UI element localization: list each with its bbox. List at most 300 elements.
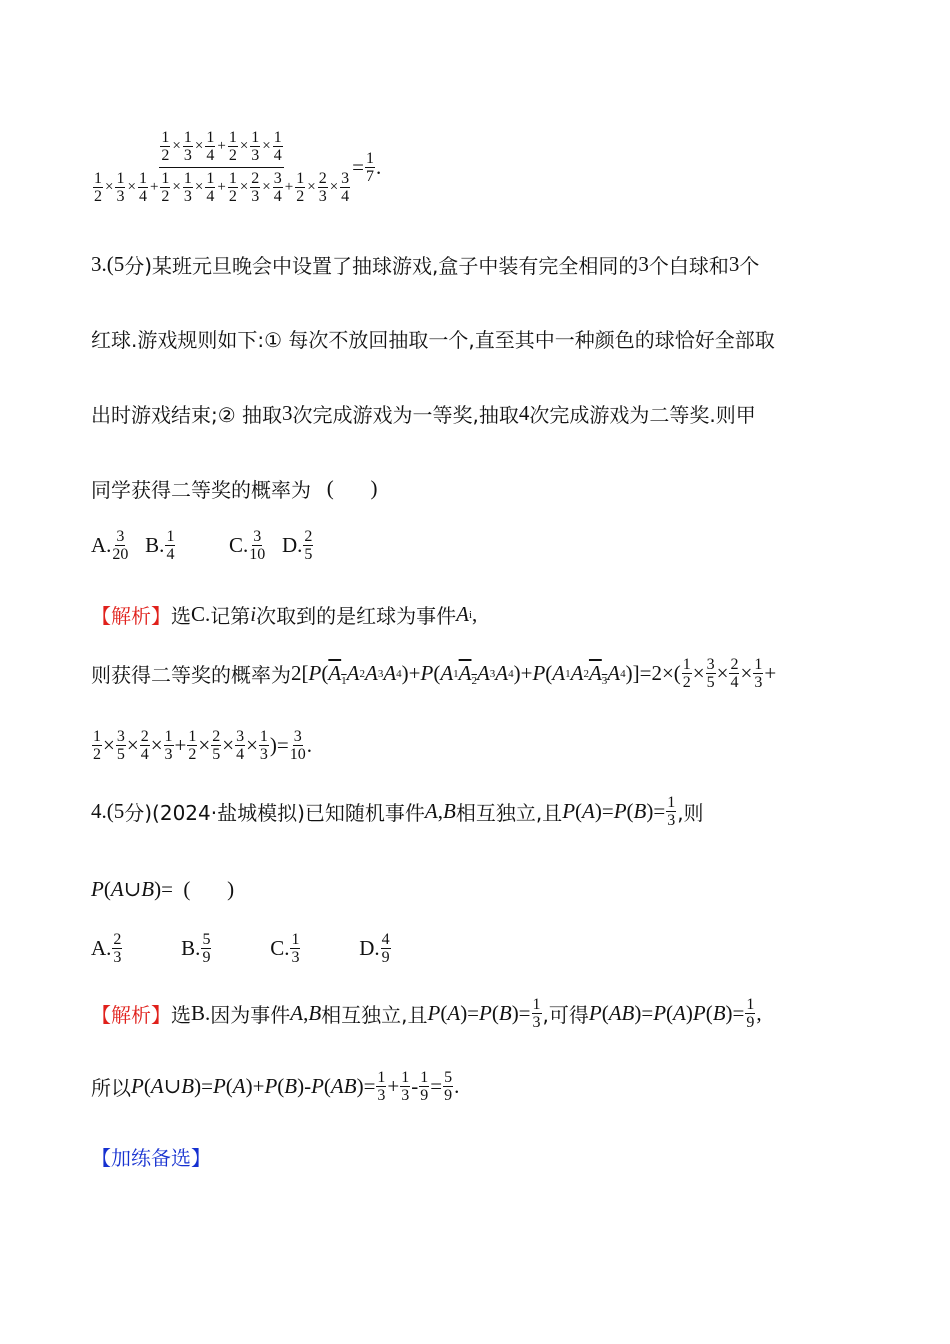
math-text: )= xyxy=(356,1074,376,1098)
operator: + xyxy=(149,179,159,195)
math-text: , xyxy=(303,1001,309,1025)
math-variable: P xyxy=(692,1001,706,1025)
numerator: 1 xyxy=(366,149,374,167)
math-variable: B xyxy=(181,1074,195,1098)
math-text: ( xyxy=(440,1001,448,1025)
math-variable: A xyxy=(440,661,454,685)
text: 出时游戏结束;② 抽取 xyxy=(91,403,283,427)
numerator: 3 xyxy=(253,528,262,545)
math-variable: A xyxy=(110,877,124,901)
numerator: 1 xyxy=(183,129,192,146)
math-text: + xyxy=(174,733,187,757)
math-text: × xyxy=(692,661,705,685)
math-variable: P xyxy=(532,661,546,685)
fraction xyxy=(112,528,128,563)
math-text: 2[ xyxy=(291,661,309,685)
math-text: D. xyxy=(266,533,303,557)
analysis-label: 【解析】 xyxy=(91,1003,171,1027)
denominator: 2 xyxy=(94,188,102,205)
denominator: 3 xyxy=(377,1087,386,1104)
denominator: 3 xyxy=(667,812,676,829)
math-text: )- xyxy=(297,1074,312,1098)
numerator: 1 xyxy=(166,528,175,545)
subscript: 2 xyxy=(471,674,477,687)
numerator: 5 xyxy=(444,1069,453,1086)
operator: × xyxy=(194,179,204,195)
complement-event xyxy=(459,661,477,687)
math-variable: B xyxy=(498,1001,512,1025)
math-variable: A xyxy=(607,661,621,685)
denominator: 9 xyxy=(420,1087,429,1104)
fraction xyxy=(164,728,174,763)
operator: + xyxy=(284,179,294,195)
math-variable: P xyxy=(588,1001,602,1025)
denominator: 10 xyxy=(249,546,266,563)
math-text: )]=2×( xyxy=(625,661,681,685)
math-text: )+ xyxy=(401,661,421,685)
answer-3-line-2 xyxy=(91,656,776,691)
fraction xyxy=(753,656,763,691)
fraction xyxy=(235,728,245,763)
numerator: 1 xyxy=(401,1069,410,1086)
math-variable: A xyxy=(364,661,378,685)
numerator: 3 xyxy=(236,728,245,745)
denominator: 9 xyxy=(746,1014,755,1031)
math-text: . xyxy=(306,733,312,757)
denominator: 3 xyxy=(291,949,300,966)
fraction xyxy=(205,129,215,164)
question-4-line-2 xyxy=(91,877,234,902)
math-text: ( xyxy=(575,799,583,823)
fraction xyxy=(729,656,739,691)
math-variable: B xyxy=(141,877,155,901)
math-text: ∪ xyxy=(123,877,142,901)
operator: × xyxy=(172,179,181,195)
numerator: 5 xyxy=(202,931,211,948)
denominator: 4 xyxy=(138,188,147,205)
math-variable: A xyxy=(383,661,397,685)
math-text: 3 xyxy=(728,252,740,276)
text: 分)某班元旦晚会中设置了抽球游戏,盒子中装有完全相同的 xyxy=(124,254,639,278)
numerator: 1 xyxy=(746,996,755,1013)
math-text: ( xyxy=(666,1001,674,1025)
text: 次取到的是红球为事件 xyxy=(256,604,457,628)
math-variable: A xyxy=(570,661,584,685)
numerator: 1 xyxy=(228,129,237,146)
operator: × xyxy=(329,179,339,195)
math-variable: P xyxy=(131,1074,144,1098)
math-variable: P xyxy=(91,877,104,901)
math-text: )= xyxy=(646,799,666,823)
fraction xyxy=(115,170,125,205)
numerator: 1 xyxy=(206,170,215,187)
denominator: 2 xyxy=(682,674,691,691)
numerator: 1 xyxy=(532,996,541,1013)
math-variable: P xyxy=(613,799,627,823)
math-text: , xyxy=(472,602,478,626)
text: 红球.游戏规则如下:① 每次不放回抽取一个,直至其中一种颜色的球恰好全部取 xyxy=(91,328,775,352)
numerator: 3 xyxy=(116,728,125,745)
answer-3-line-1 xyxy=(91,600,477,629)
subscript: 1 xyxy=(341,674,347,687)
numerator: 1 xyxy=(377,1069,386,1086)
math-variable: $\overline{A}$ xyxy=(588,660,602,685)
fraction xyxy=(116,728,126,763)
math-variable: A xyxy=(447,1001,461,1025)
numerator: 1 xyxy=(164,728,173,745)
fraction xyxy=(228,170,238,205)
fraction xyxy=(706,656,716,691)
math-variable: A xyxy=(232,1074,246,1098)
denominator: 9 xyxy=(444,1087,453,1104)
math-variable: A xyxy=(456,602,469,626)
math-variable: $\overline{A}$ xyxy=(458,660,472,685)
numerator: 1 xyxy=(94,170,102,187)
numerator: 1 xyxy=(206,129,215,146)
denominator: 3 xyxy=(116,188,125,205)
math-text: A. xyxy=(91,533,112,557)
math-text: . xyxy=(454,1074,460,1098)
math-text: × xyxy=(103,733,115,757)
numerator: 2 xyxy=(140,728,149,745)
denominator: 20 xyxy=(112,546,129,563)
math-text: 4 xyxy=(518,401,530,425)
denominator: 2 xyxy=(296,188,305,205)
text: ,可得 xyxy=(542,1003,589,1027)
fraction xyxy=(295,170,305,205)
numerator: 1 xyxy=(296,170,305,187)
denominator: 3 xyxy=(259,746,268,763)
fraction xyxy=(160,129,170,164)
fraction xyxy=(273,129,283,164)
question-3-line-1 xyxy=(91,250,759,279)
math-text: = xyxy=(430,1074,443,1098)
denominator: 2 xyxy=(228,147,237,164)
denominator: 7 xyxy=(366,167,374,185)
math-variable: P xyxy=(308,661,322,685)
text: 所以 xyxy=(91,1076,131,1100)
question-3-line-4 xyxy=(91,474,378,503)
denominator: 3 xyxy=(754,674,763,691)
subscript: 4 xyxy=(396,667,402,680)
math-variable: A xyxy=(424,799,438,823)
numerator: 1 xyxy=(682,656,691,673)
math-text: ( xyxy=(323,1074,331,1098)
denominator: 3 xyxy=(164,746,173,763)
denominator: 4 xyxy=(273,188,282,205)
operator: × xyxy=(262,179,271,195)
numerator: 2 xyxy=(318,170,327,187)
complement-event xyxy=(328,661,346,687)
numerator: 1 xyxy=(228,170,237,187)
math-text: + xyxy=(387,1074,400,1098)
denominator: 9 xyxy=(381,949,390,966)
text: 相互独立,且 xyxy=(455,801,563,825)
math-text: C. xyxy=(212,936,290,960)
math-text: )= xyxy=(269,733,289,757)
fraction xyxy=(183,170,193,205)
numerator: 1 xyxy=(93,728,101,745)
math-variable: i xyxy=(250,602,257,626)
subscript: 4 xyxy=(620,667,626,680)
fraction xyxy=(365,150,375,185)
numerator: 1 xyxy=(188,728,197,745)
math-text: )= xyxy=(594,799,614,823)
fraction xyxy=(303,528,313,563)
math-variable: A xyxy=(673,1001,686,1025)
fraction xyxy=(318,170,328,205)
math-text: ( xyxy=(433,661,441,685)
text: 选 xyxy=(171,1003,191,1027)
text: 分)(2024·盐城模拟)已知随机事件 xyxy=(124,801,425,825)
fraction xyxy=(165,528,175,563)
denominator: 3 xyxy=(251,188,260,205)
denominator: 2 xyxy=(93,746,101,763)
question-4-line-1 xyxy=(91,794,704,829)
math-text: , xyxy=(756,1001,762,1025)
math-text: ( xyxy=(601,1001,609,1025)
text: 则获得二等奖的概率为 xyxy=(91,663,291,687)
answer-4-line-2 xyxy=(91,1069,459,1104)
text: 个 xyxy=(739,254,760,278)
text: 因为事件 xyxy=(210,1003,291,1027)
text: 个白球和 xyxy=(648,254,729,278)
math-text: × xyxy=(716,661,729,685)
math-text: )= xyxy=(725,1001,745,1025)
fraction xyxy=(187,728,197,763)
fraction xyxy=(400,1069,410,1104)
math-text: × xyxy=(222,733,235,757)
math-text: ( xyxy=(626,799,634,823)
numerator: 1 xyxy=(183,170,192,187)
question-3-line-3 xyxy=(91,399,756,428)
math-variable: A xyxy=(150,1074,164,1098)
denominator: 3 xyxy=(183,147,192,164)
math-variable: P xyxy=(427,1001,441,1025)
math-variable: A xyxy=(346,661,360,685)
operator: × xyxy=(239,138,249,154)
numerator: 1 xyxy=(420,1069,429,1086)
operator: + xyxy=(217,179,226,195)
operator: × xyxy=(307,179,316,195)
section-heading: 【加练备选】 xyxy=(91,1146,211,1170)
math-variable: A xyxy=(476,661,490,685)
math-variable: B xyxy=(712,1001,726,1025)
numerator: 2 xyxy=(730,656,739,673)
answer-3-line-3 xyxy=(91,728,312,763)
fraction xyxy=(340,170,350,205)
math-variable: P xyxy=(479,1001,492,1025)
math-text: D. xyxy=(301,936,380,960)
math-text: ( xyxy=(321,661,329,685)
math-text: × xyxy=(740,661,753,685)
analysis-label: 【解析】 xyxy=(91,604,171,628)
subscript: 3 xyxy=(377,667,384,680)
extra-practice-heading xyxy=(91,1142,211,1171)
numerator: 1 xyxy=(251,129,260,146)
math-variable: P xyxy=(212,1074,226,1098)
fraction xyxy=(160,170,170,205)
math-text: ( xyxy=(705,1001,713,1025)
denominator: 2 xyxy=(161,147,170,164)
math-variable: A xyxy=(290,1001,304,1025)
math-variable: P xyxy=(562,799,576,823)
math-text: )= ( ) xyxy=(154,877,235,901)
operator: × xyxy=(172,138,181,154)
math-text: . xyxy=(376,154,382,179)
numerator: 1 xyxy=(754,656,763,673)
subscript: 1 xyxy=(453,667,459,680)
math-text: )= xyxy=(634,1001,654,1025)
fraction xyxy=(419,1069,429,1104)
fraction xyxy=(290,931,300,966)
numerator: 3 xyxy=(273,170,282,187)
math-text: × xyxy=(246,733,258,757)
math-text: , xyxy=(437,799,443,823)
fraction xyxy=(201,931,211,966)
denominator: 2 xyxy=(188,746,197,763)
complement-event xyxy=(589,661,607,687)
math-text: )+ xyxy=(245,1074,265,1098)
math-text: ( xyxy=(103,877,111,901)
compound-fraction xyxy=(92,127,351,207)
numerator: 1 xyxy=(667,794,676,811)
math-text: B. xyxy=(123,936,201,960)
question-3-options xyxy=(91,528,314,563)
denominator: 3 xyxy=(251,147,260,164)
fraction xyxy=(532,996,542,1031)
math-text: )= xyxy=(511,1001,531,1025)
math-text: C. xyxy=(191,602,211,626)
fraction xyxy=(228,129,238,164)
numerator: 3 xyxy=(293,728,302,745)
operator: + xyxy=(217,138,226,154)
fraction xyxy=(273,170,283,205)
subscript: 2 xyxy=(583,667,589,680)
math-text: + xyxy=(764,661,777,685)
math-text: ) xyxy=(685,1001,693,1025)
numerator: 1 xyxy=(259,728,268,745)
denominator: 5 xyxy=(304,546,313,563)
fraction xyxy=(443,1069,453,1104)
numerator: 2 xyxy=(212,728,221,745)
denominator: 4 xyxy=(730,674,739,691)
denominator: 3 xyxy=(318,188,327,205)
math-text: )= xyxy=(460,1001,480,1025)
operator: × xyxy=(239,179,249,195)
fraction xyxy=(211,728,221,763)
numerator xyxy=(159,127,283,168)
numerator: 1 xyxy=(291,931,300,948)
operator: × xyxy=(194,138,204,154)
fraction xyxy=(183,129,193,164)
math-variable: P xyxy=(311,1074,324,1098)
numerator: 3 xyxy=(706,656,715,673)
math-variable: P xyxy=(653,1001,667,1025)
fraction xyxy=(376,1069,386,1104)
denominator: 2 xyxy=(161,188,170,205)
denominator: 4 xyxy=(236,746,245,763)
math-text: 4.(5 xyxy=(91,799,125,823)
question-4-options xyxy=(91,931,392,966)
subscript: 3 xyxy=(601,674,608,687)
math-text: B. xyxy=(129,533,165,557)
math-text: )+ xyxy=(513,661,533,685)
math-variable: AB xyxy=(330,1074,357,1098)
numerator: 3 xyxy=(116,528,125,545)
subscript: 2 xyxy=(359,667,365,680)
denominator: 3 xyxy=(401,1087,410,1104)
fraction xyxy=(682,656,692,691)
fraction xyxy=(93,170,103,205)
numerator: 2 xyxy=(113,931,122,948)
fraction xyxy=(138,170,148,205)
math-variable: A xyxy=(582,799,595,823)
math-text: × xyxy=(150,733,163,757)
math-text: ( xyxy=(225,1074,233,1098)
math-variable: A xyxy=(495,661,509,685)
text: 次完成游戏为一等奖,抽取 xyxy=(292,403,519,427)
denominator: 5 xyxy=(116,746,125,763)
math-text: × xyxy=(126,733,139,757)
fraction xyxy=(140,728,150,763)
numerator: 2 xyxy=(251,170,260,187)
subscript: i xyxy=(468,608,472,621)
fraction xyxy=(666,794,676,829)
formula-result xyxy=(91,127,381,207)
denominator: 5 xyxy=(706,674,715,691)
text: 选 xyxy=(171,604,191,628)
fraction xyxy=(250,170,260,205)
text: 记第 xyxy=(210,604,251,628)
math-text: B. xyxy=(191,1001,211,1025)
math-variable: P xyxy=(264,1074,278,1098)
subscript: 1 xyxy=(565,667,571,680)
text: 次完成游戏为二等奖.则甲 xyxy=(529,403,756,427)
math-variable: P xyxy=(420,661,434,685)
text: 同学获得二等奖的概率为 xyxy=(91,478,311,502)
fraction xyxy=(381,931,391,966)
math-variable: $\overline{A}$ xyxy=(328,660,342,685)
answer-4-line-1 xyxy=(91,996,762,1031)
math-text: ( xyxy=(143,1074,151,1098)
math-variable: B xyxy=(308,1001,322,1025)
question-3-line-2 xyxy=(91,324,775,353)
denominator xyxy=(92,168,351,207)
fraction xyxy=(249,528,265,563)
denominator: 9 xyxy=(202,949,211,966)
operator: × xyxy=(127,179,136,195)
math-variable: AB xyxy=(608,1001,635,1025)
denominator: 4 xyxy=(341,188,350,205)
math-text: = xyxy=(352,154,364,179)
math-variable: B xyxy=(633,799,647,823)
math-variable: A xyxy=(552,661,566,685)
fraction xyxy=(290,728,306,763)
fraction xyxy=(250,129,260,164)
math-text: ( ) xyxy=(311,476,378,500)
math-text: × xyxy=(198,733,211,757)
text: 相互独立,且 xyxy=(321,1003,428,1027)
math-text: ( xyxy=(545,661,553,685)
operator: × xyxy=(262,138,271,154)
fraction xyxy=(205,170,215,205)
fraction xyxy=(745,996,755,1031)
denominator: 4 xyxy=(206,188,215,205)
math-text: C. xyxy=(176,533,249,557)
fraction xyxy=(259,728,269,763)
subscript: 3 xyxy=(489,667,496,680)
